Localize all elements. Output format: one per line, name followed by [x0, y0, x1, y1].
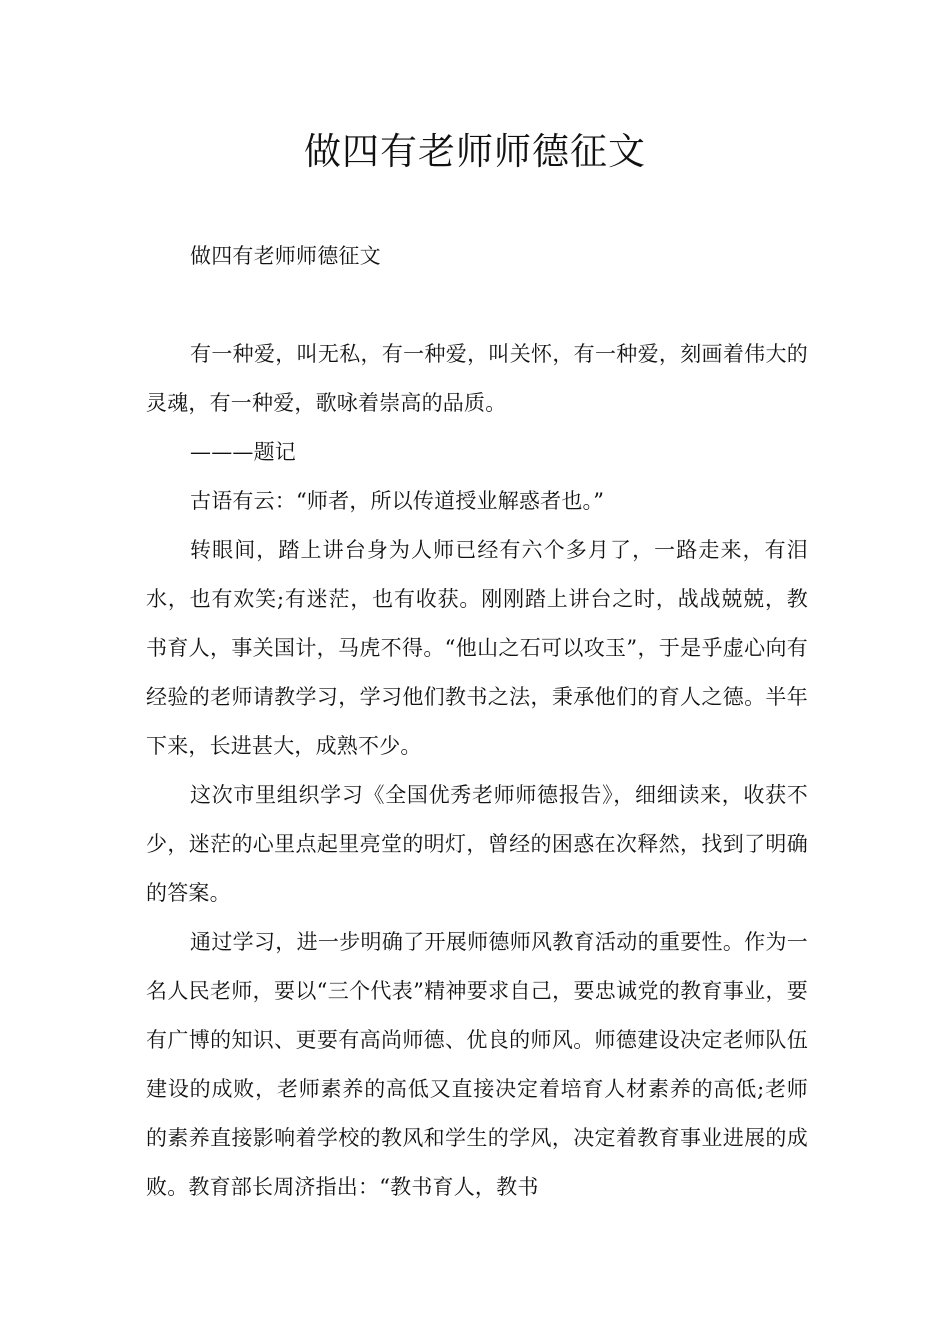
- paragraph-ethics-importance: 通过学习，进一步明确了开展师德师风教育活动的重要性。作为一名人民老师，要以“三个代表”精神要求自己，要忠诚党的教育事业，要有广博的知识、更要有高尚师德、优良的师风。师德建设决定老师队伍建设的成败，老师素养的高低又直接决定着培育人材素养的高低;老师的素养直接影响着学校的教风和学生的学风，决定着教育事业进展的成败。教育部长周济指出：“教书育人，教书: [146, 930, 808, 1199]
- document-subtitle: 做四有老师师德征文: [190, 244, 381, 268]
- paragraph-study-report: 这次市里组织学习《全国优秀老师师德报告》，细细读来，收获不少，迷茫的心里点起里亮堂的明灯，曾经的困惑在次释然，找到了明确的答案。: [146, 783, 808, 905]
- document-body: [146, 232, 808, 1212]
- paragraph-teaching-experience: 转眼间，踏上讲台身为人师已经有六个多月了，一路走来，有泪水，也有欢笑;有迷茫，也有收获。刚刚踏上讲台之时，战战兢兢，教书育人，事关国计，马虎不得。“他山之石可以攻玉”，于是乎虚心向有经验的老师请教学习，学习他们教书之法，秉承他们的育人之德。半年下来，长进甚大，成熟不少。: [146, 538, 808, 758]
- paragraph-epigraph-note: ———题记: [190, 440, 296, 464]
- document-title: 做四有老师师德征文: [304, 130, 646, 173]
- paragraph-ancient-saying: 古语有云：“师者，所以传道授业解惑者也。”: [190, 489, 605, 513]
- paragraph-love: 有一种爱，叫无私，有一种爱，叫关怀，有一种爱，刻画着伟大的灵魂，有一种爱，歌咏着崇高的品质。: [146, 342, 808, 415]
